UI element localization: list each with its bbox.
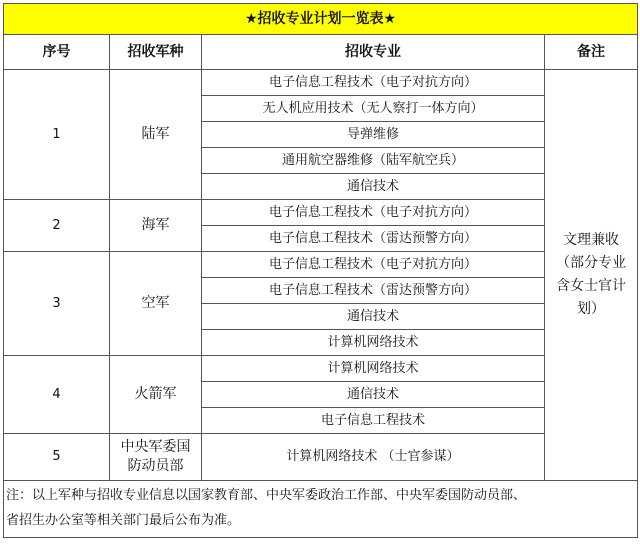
group-2-major-2: 电子信息工程技术（雷达预警方向）: [202, 226, 545, 252]
footnote: [4, 481, 638, 538]
group-5-major-1: 计算机网络技术 （士官参谋）: [202, 434, 545, 481]
group-5-branch: [110, 434, 202, 481]
group-3-major-2: 电子信息工程技术（雷达预警方向）: [202, 278, 545, 304]
remark-cell: [545, 70, 638, 481]
group-1-major-3: 导弹维修: [202, 122, 545, 148]
group-4-index: 4: [4, 356, 110, 434]
group-1-major-4: 通用航空器维修（陆军航空兵）: [202, 148, 545, 174]
header-major: 招收专业: [202, 35, 545, 70]
group-2-index: 2: [4, 200, 110, 252]
remark-line-3: 含女士官计: [556, 278, 627, 294]
group-3-branch: 空军: [110, 252, 202, 356]
group-1-major-2: 无人机应用技术（无人察打一体方向）: [202, 96, 545, 122]
group-3-index: 3: [4, 252, 110, 356]
group-5-branch-line-1: 中央军委国: [120, 439, 191, 456]
header-remark: 备注: [545, 35, 638, 70]
plan-table-container: [3, 3, 637, 538]
footnote-line-2: 省招生办公室等相关部门最后公布为准。: [6, 513, 241, 528]
group-3-major-4: 计算机网络技术: [202, 330, 545, 356]
footnote-line-1: 注：以上军种与招收专业信息以国家教育部、中央军委政治工作部、中央军委国防动员部、: [6, 488, 527, 504]
group-5-index: 5: [4, 434, 110, 481]
group-4-major-3: 电子信息工程技术: [202, 408, 545, 434]
header-branch: 招收军种: [110, 35, 202, 70]
remark-line-2: （部分专业: [556, 254, 627, 271]
group-4-major-2: 通信技术: [202, 382, 545, 408]
remark-line-4: 划）: [577, 301, 606, 318]
plan-table: [3, 3, 638, 538]
group-4-branch: 火箭军: [110, 356, 202, 434]
group-1-major-5: 通信技术: [202, 174, 545, 200]
group-2-branch: 海军: [110, 200, 202, 252]
remark-line-1: 文理兼收: [563, 231, 620, 248]
group-1-branch: 陆军: [110, 70, 202, 200]
group-3-major-1: 电子信息工程技术（电子对抗方向）: [202, 252, 545, 278]
group-3-major-3: 通信技术: [202, 304, 545, 330]
table-title: ★招收专业计划一览表★: [4, 4, 638, 35]
group-1-index: 1: [4, 70, 110, 200]
group-2-major-1: 电子信息工程技术（电子对抗方向）: [202, 200, 545, 226]
group-5-branch-line-2: 防动员部: [127, 458, 184, 474]
header-index: 序号: [4, 35, 110, 70]
group-4-major-1: 计算机网络技术: [202, 356, 545, 382]
group-1-major-1: 电子信息工程技术（电子对抗方向）: [202, 70, 545, 96]
